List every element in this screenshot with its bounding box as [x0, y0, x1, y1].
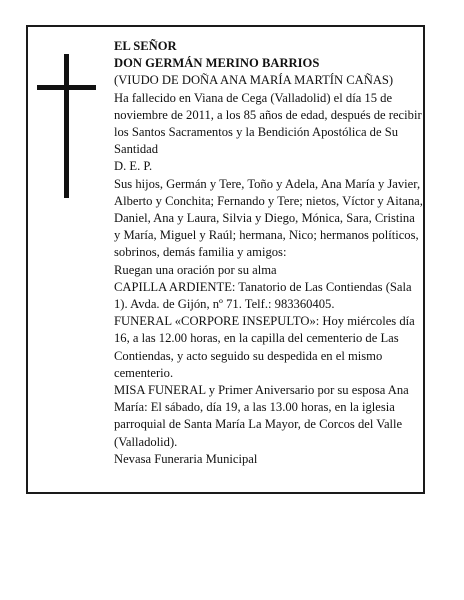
chapel-info: CAPILLA ARDIENTE: Tanatorio de Las Contiendas (Sala 1). Avda. de Gijón, nº 71. Telf.: 983360405. — [114, 279, 412, 312]
obituary-text — [114, 38, 424, 468]
widower-note: (VIUDO DE DOÑA ANA MARÍA MARTÍN CAÑAS) — [114, 73, 394, 88]
mass-info: MISA FUNERAL y Primer Aniversario por su esposa Ana María: El sábado, día 19, a las 13.00 horas, en la iglesia parroquial de Santa María La Mayor, de Corcos del Valle (Valladolid). — [114, 383, 409, 449]
funeral-info: FUNERAL «CORPORE INSEPULTO»: Hoy miércoles día 16, a las 12.00 horas, en la capilla del cementerio de Las Contiendas, y acto seguido su despedida en el mismo cementerio. — [114, 314, 415, 380]
family-list: Sus hijos, Germán y Tere, Toño y Adela, Ana María y Javier, Alberto y Conchita; Fernando y Tere; nietos, Víctor y Aitana, Daniel, Ana y Laura, Silvia y Diego, Mónica, Sara, Cristina y María, Miguel y Raúl; hermana, Nico; hermanos políticos, sobrinos, demás familia y amigos: — [114, 176, 423, 260]
dep-abbreviation: D. E. P. — [114, 159, 153, 174]
death-statement: Ha fallecido en Viana de Cega (Valladolid) el día 15 de noviembre de 2011, a los 85 años de edad, después de recibir los Santos Sacramentos y la Bendición Apostólica de Su Santidad — [114, 90, 422, 157]
funeral-home: Nevasa Funeraria Municipal — [114, 451, 258, 466]
cross-horizontal-bar — [37, 85, 96, 90]
title-line-1: EL SEÑOR — [114, 39, 177, 53]
deceased-name: DON GERMÁN MERINO BARRIOS — [114, 56, 320, 71]
prayer-request: Ruegan una oración por su alma — [114, 262, 277, 277]
cross-vertical-bar — [64, 54, 69, 198]
